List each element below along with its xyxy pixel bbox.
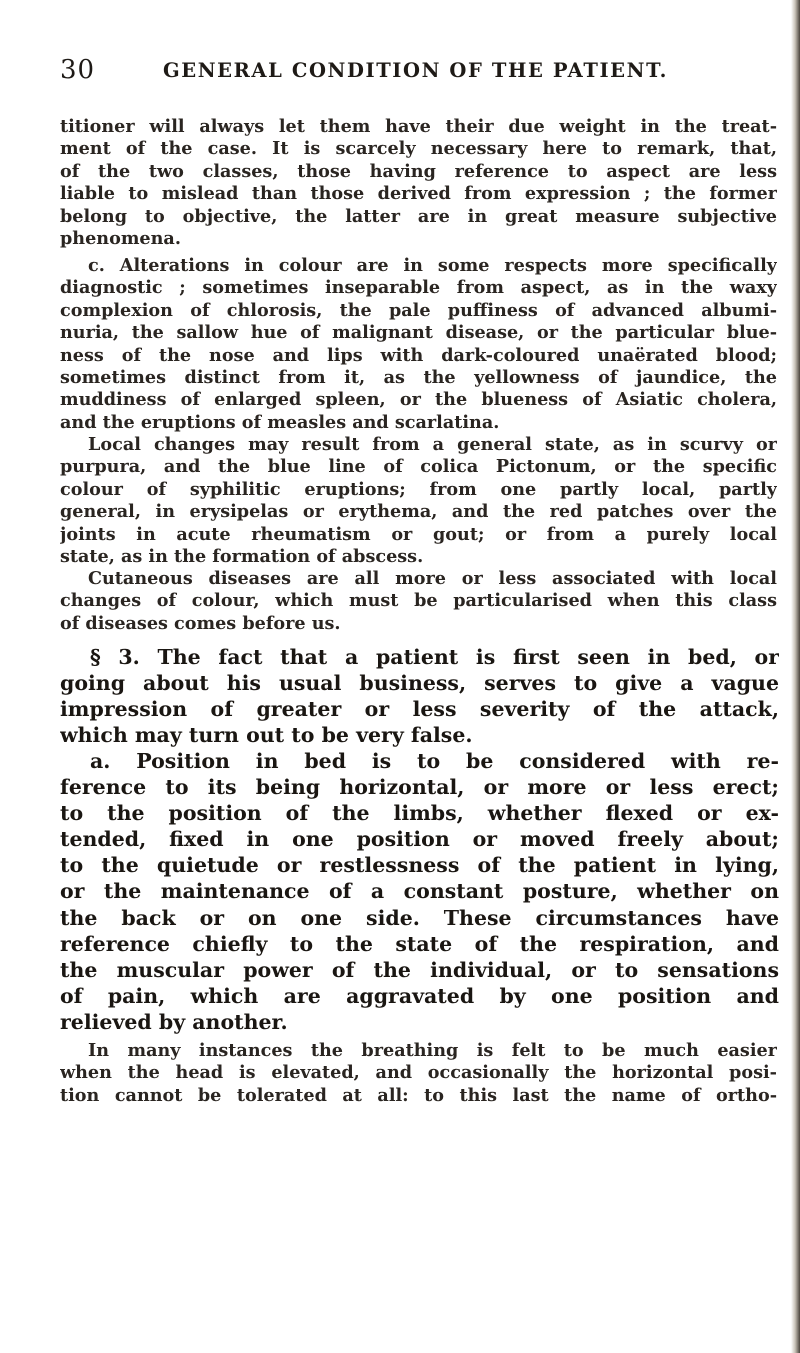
text-line: sometimes distinct from it, as the yellowness of jaundice, the [60, 366, 777, 388]
text-line: ference to its being horizontal, or more or less erect; [60, 775, 779, 800]
text-line: Local changes may result from a general state, as in scurvy or [88, 434, 777, 455]
text-line: complexion of chlorosis, the pale puffiness of advanced albumi- [60, 299, 777, 321]
text-line: purpura, and the blue line of colica Pictonum, or the specific [60, 456, 777, 478]
text-line: going about his usual business, serves to give a vague [60, 671, 779, 696]
paragraph-local-changes [60, 434, 777, 568]
text-line: which may turn out to be very false. [60, 723, 473, 748]
paragraph-orthopnoea [60, 1040, 777, 1107]
text-line: of diseases comes before us. [60, 612, 341, 634]
text-line: liable to mislead than those derived from expression ; the former [60, 183, 777, 205]
running-head: GENERAL CONDITION OF THE PATIENT. [163, 59, 669, 82]
text-line: of the two classes, those having reference to aspect are less [60, 160, 777, 182]
text-line: tion cannot be tolerated at all: to this last the name of ortho- [60, 1084, 777, 1106]
text-line: or the maintenance of a constant posture, whether on [60, 879, 779, 904]
text-line: ness of the nose and lips with dark-coloured unaërated blood; [60, 344, 777, 366]
text-line: In many instances the breathing is felt to be much easier [88, 1040, 777, 1061]
section-3-heading-paragraph [60, 644, 779, 748]
text-line: to the position of the limbs, whether flexed or ex- [60, 801, 779, 826]
text-line: the back or on one side. These circumstances have [60, 905, 779, 930]
text-line: tended, fixed in one position or moved freely about; [60, 827, 779, 852]
text-line: a. Position in bed is to be considered with re- [90, 749, 779, 773]
text-line: diagnostic ; sometimes inseparable from aspect, as in the waxy [60, 277, 777, 299]
text-line: relieved by another. [60, 1009, 288, 1034]
paragraph-colour [60, 255, 777, 434]
text-line: ment of the case. It is scarcely necessary here to remark, that, [60, 138, 777, 160]
text-line: belong to objective, the latter are in great measure subjective [60, 205, 777, 227]
text-line: general, in erysipelas or erythema, and the red patches over the [60, 501, 777, 523]
page-number: 30 [60, 55, 96, 85]
page-header [60, 55, 760, 89]
text-line: when the head is elevated, and occasionally the horizontal posi- [60, 1062, 777, 1084]
text-line: of pain, which are aggravated by one position and [60, 983, 779, 1008]
text-line: to the quietude or restlessness of the patient in lying, [60, 853, 779, 878]
text-line: state, as in the formation of abscess. [60, 545, 424, 567]
text-line: titioner will always let them have their due weight in the treat- [60, 116, 777, 137]
text-line: and the eruptions of measles and scarlatina. [60, 411, 500, 433]
text-line: reference chiefly to the state of the respiration, and [60, 931, 779, 956]
paragraph-continuation [60, 116, 777, 250]
text-line: c. Alterations in colour are in some respects more specifically [88, 255, 777, 276]
text-line: changes of colour, which must be particularised when this class [60, 590, 777, 612]
text-line: joints in acute rheumatism or gout; or from a purely local [60, 523, 777, 545]
text-line: Cutaneous diseases are all more or less associated with local [88, 568, 777, 589]
paragraph-position-in-bed [60, 748, 779, 1035]
text-line: impression of greater or less severity of the attack, [60, 697, 779, 722]
text-line: nuria, the sallow hue of malignant disease, or the particular blue- [60, 322, 777, 344]
paragraph-cutaneous [60, 568, 777, 635]
text-line: muddiness of enlarged spleen, or the blueness of Asiatic cholera, [60, 389, 777, 411]
text-line: § 3. The fact that a patient is first seen in bed, or [90, 645, 779, 669]
text-line: colour of syphilitic eruptions; from one partly local, partly [60, 478, 777, 500]
text-line: phenomena. [60, 227, 181, 249]
page-edge-shadow [791, 0, 800, 1353]
text-line: the muscular power of the individual, or to sensations [60, 957, 779, 982]
